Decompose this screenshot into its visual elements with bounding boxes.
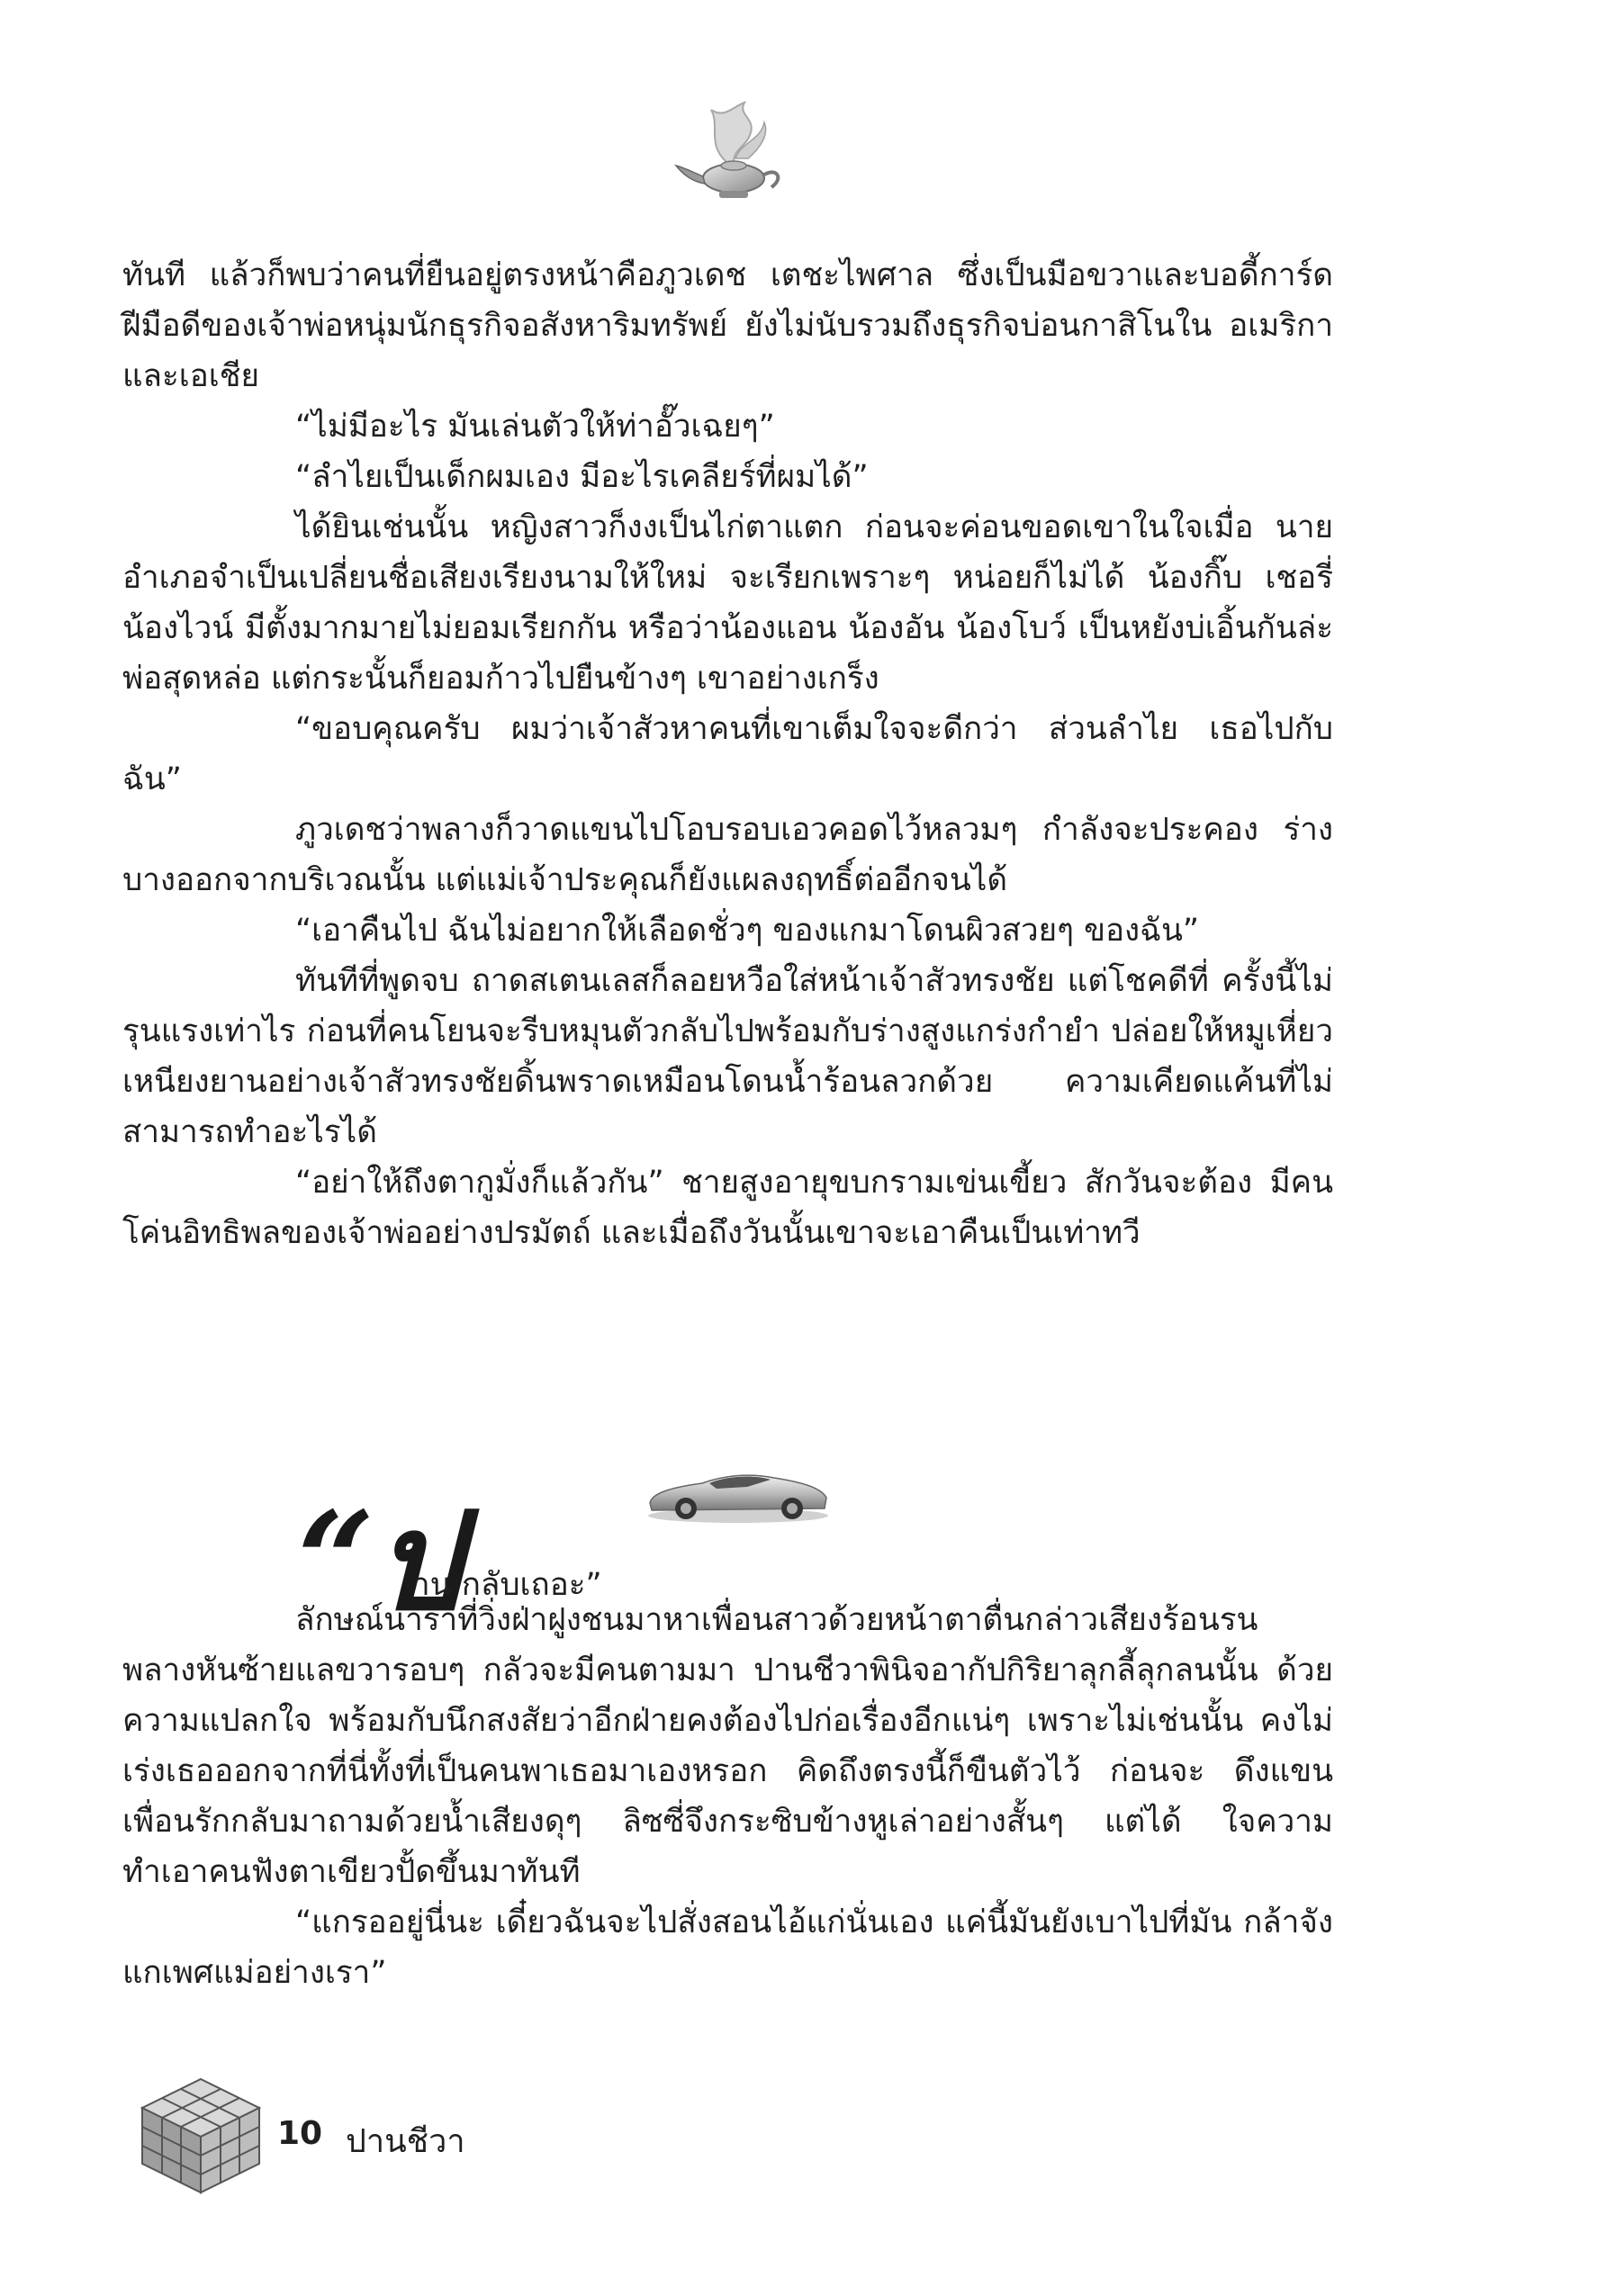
paragraph: “ลำไยเป็นเด็กผมเอง มีอะไรเคลียร์ที่ผมได้”: [295, 459, 869, 495]
page-number: 10: [277, 2115, 323, 2152]
paragraph: “อย่าให้ถึงตากูมั่งก็แล้วกัน” ชายสูงอายุขบกรามเข่นเขี้ยว สักวันจะต้อง มีคนโค่นอิทธิพลของเจ้าพ่ออย่างปรมัตถ์ และเมื่อถึงวันนั้นเขาจะเอาคืนเป็นเท่าทวี: [122, 1165, 1333, 1251]
drop-cap-letter: “ป: [297, 1482, 461, 1641]
paragraph: ลักษณ์นาราที่วิ่งฝ่าฝูงชนมาหาเพื่อนสาวด้วยหน้าตาตื่นกล่าวเสียงร้อนรน พลางหันซ้ายแลขวารอบๆ กลัวจะมีคนตามมา ปานชีวาพินิจอากัปกิริยาลุกลี้ลุกลนนั้น ด้วยความแปลกใจ พร้อมกับนึกสงสัยว่าอีกฝ่ายคงต้องไปก่อเรื่องอีกแน่ๆ เพราะไม่เช่นนั้น คงไม่เร่งเธอออกจากที่นี่ทั้งที่เป็นคนพาเธอมาเองหรอก คิดถึงตรงนี้ก็ขืนตัวไว้ ก่อนจะ ดึงแขนเพื่อนรักกลับมาถามด้วยน้ำเสียงดุๆ ลิซซี่จึงกระซิบข้างหูเล่าอย่างสั้นๆ แต่ได้ ใจความ ทำเอาคนฟังตาเขียวปั้ดขึ้นมาทันที: [122, 1602, 1333, 1890]
paragraph: “แกรออยู่นี่นะ เดี๋ยวฉันจะไปสั่งสอนไอ้แก่นั่นเอง แค่นี้มันยังเบาไปที่มัน กล้าจังแกเพศแม่อย่างเรา”: [122, 1904, 1333, 1991]
paragraph: “ขอบคุณครับ ผมว่าเจ้าสัวหาคนที่เขาเต็มใจจะดีกว่า ส่วนลำไย เธอไปกับ ฉัน”: [122, 711, 1333, 797]
text-block-main: [122, 250, 1333, 1258]
drop-cap-line: [297, 1482, 1287, 1641]
book-title: ปานชีวา: [346, 2123, 465, 2160]
paragraph: ภูวเดชว่าพลางก็วาดแขนไปโอบรอบเอวคอดไว้หลวมๆ กำลังจะประคอง ร่างบางออกจากบริเวณนั้น แต่แม่เจ้าประคุณก็ยังแผลงฤทธิ์ต่ออีกจนได้: [122, 812, 1333, 898]
paragraph: “ไม่มีอะไร มันเล่นตัวให้ท่าอั๊วเฉยๆ”: [295, 409, 775, 445]
drop-cap-rest-text: าน กลับเถอะ”: [412, 1567, 602, 1603]
paragraph: ทันที แล้วก็พบว่าคนที่ยืนอยู่ตรงหน้าคือภูวเดช เตชะไพศาล ซึ่งเป็นมือขวาและบอดี้การ์ด ฝีมือดีของเจ้าพ่อหนุ่มนักธุรกิจอสังหาริมทรัพย์ ยังไม่นับรวมถึงธุรกิจบ่อนกาสิโนใน อเมริกาและเอเชีย: [122, 257, 1333, 394]
rubiks-cube-icon: [133, 2072, 268, 2198]
page-footer: [133, 2072, 673, 2198]
magic-lamp-icon: [671, 99, 797, 207]
paragraph: ได้ยินเช่นนั้น หญิงสาวก็งงเป็นไก่ตาแตก ก่อนจะค่อนขอดเขาในใจเมื่อ นายอำเภอจำเป็นเปลี่ยนชื่อเสียงเรียงนามให้ใหม่ จะเรียกเพราะๆ หน่อยก็ไม่ได้ น้องกิ๊บ เชอรี่ น้องไวน์ มีตั้งมากมายไม่ยอมเรียกกัน หรือว่าน้องแอน น้องอัน น้องโบว์ เป็นหยังบ่เอิ้นกันล่ะพ่อสุดหล่อ แต่กระนั้นก็ยอมก้าวไปยืนข้างๆ เขาอย่างเกร็ง: [122, 509, 1333, 697]
paragraph: “เอาคืนไป ฉันไม่อยากให้เลือดชั่วๆ ของแกมาโดนผิวสวยๆ ของฉัน”: [295, 913, 1200, 949]
text-block-scene2: [122, 1595, 1333, 1998]
paragraph: ทันทีที่พูดจบ ถาดสเตนเลสก็ลอยหวือใส่หน้าเจ้าสัวทรงชัย แต่โชคดีที่ ครั้งนี้ไม่รุนแรงเท่าไร ก่อนที่คนโยนจะรีบหมุนตัวกลับไปพร้อมกับร่างสูงแกร่งกำยำ ปล่อยให้หมูเหี่ยวเหนียงยานอย่างเจ้าสัวทรงชัยดิ้นพราดเหมือนโดนน้ำร้อนลวกด้วย ความเคียดแค้นที่ไม่สามารถทำอะไรได้: [122, 963, 1333, 1150]
